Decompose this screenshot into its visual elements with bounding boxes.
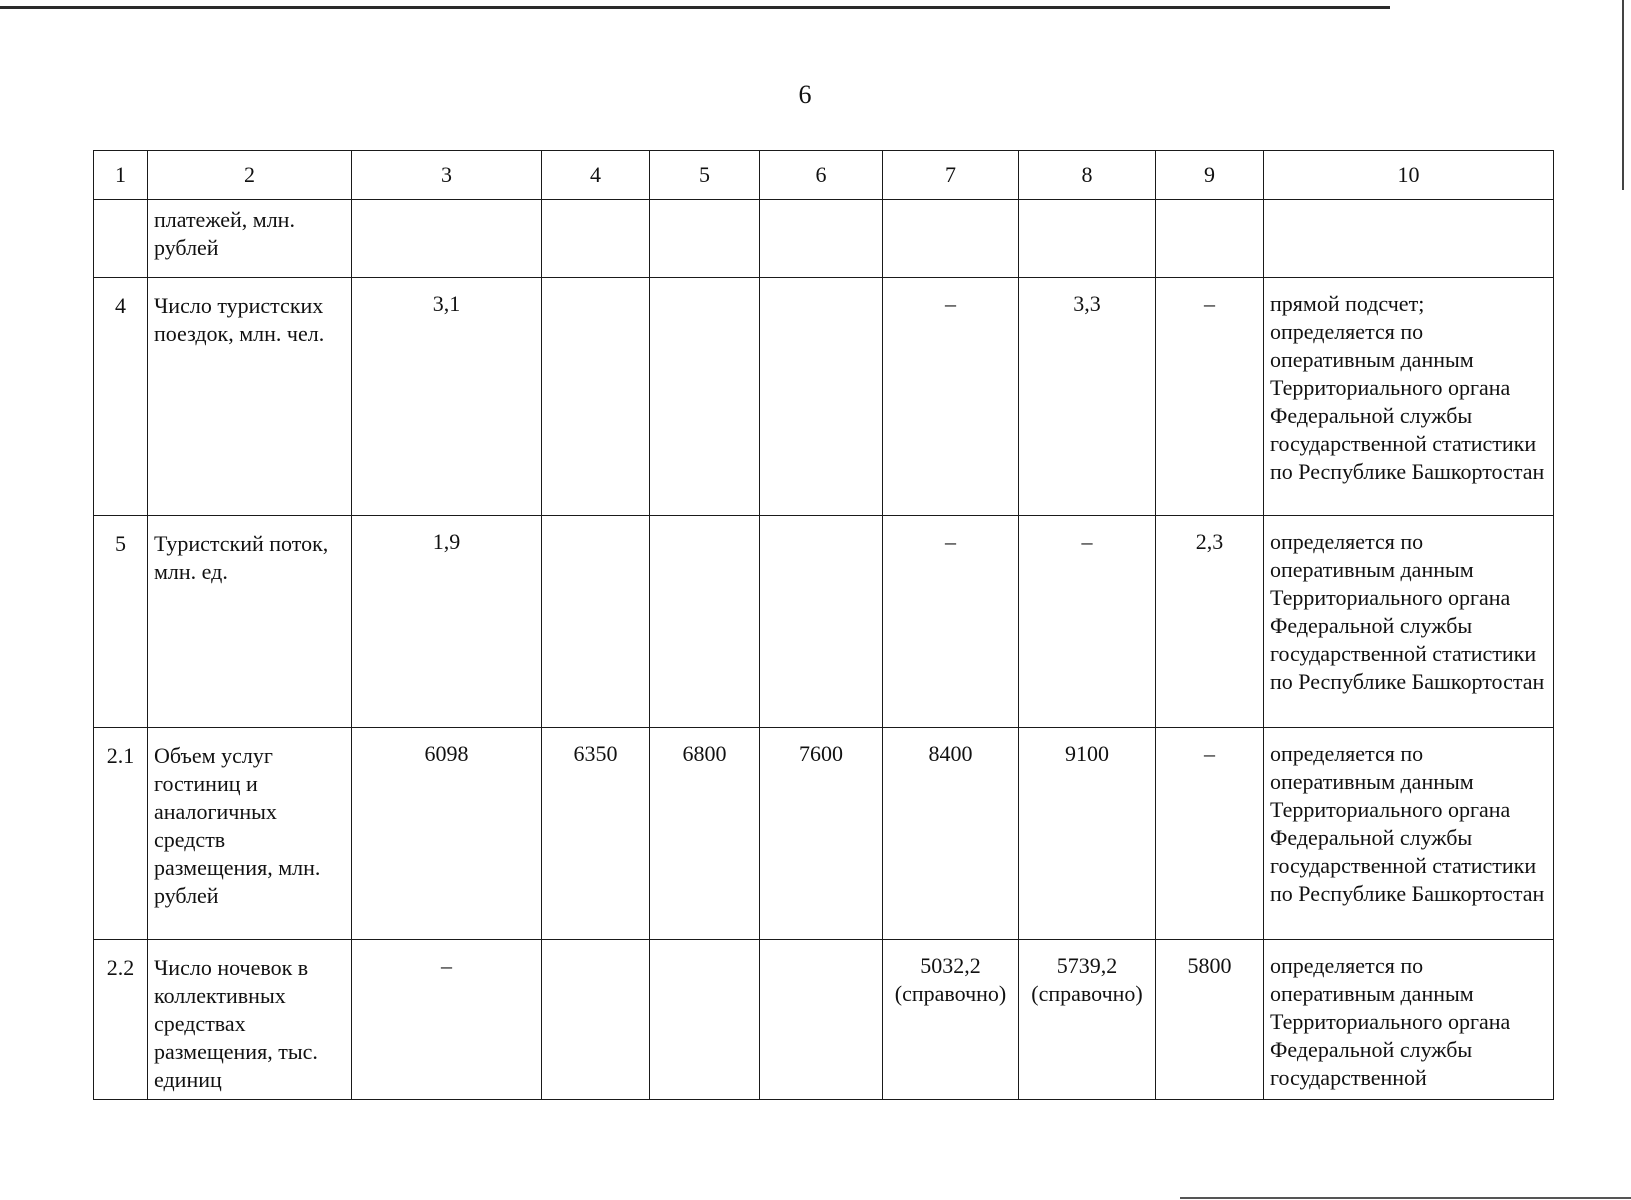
column-header: 1 <box>94 151 148 200</box>
value-cell <box>1019 940 1156 1100</box>
indicator-name: Объем услуг гостиниц и аналогичных средств размещения, млн. рублей <box>148 728 352 940</box>
value-cell <box>650 200 760 278</box>
table-row <box>94 728 1554 940</box>
row-number: 5 <box>94 516 148 728</box>
value-cell <box>883 200 1019 278</box>
page-number: 6 <box>798 80 812 109</box>
column-header: 2 <box>148 151 352 200</box>
column-header: 6 <box>760 151 883 200</box>
value-cell: 7600 <box>760 728 883 940</box>
value-cell: 3,3 <box>1019 278 1156 516</box>
indicator-name: Число туристских поездок, млн. чел. <box>148 278 352 516</box>
value-cell <box>1019 200 1156 278</box>
value-cell: – <box>352 940 542 1100</box>
column-header: 3 <box>352 151 542 200</box>
value-cell: 8400 <box>883 728 1019 940</box>
reference-note: (справочно) <box>1031 981 1143 1006</box>
table-row <box>94 278 1554 516</box>
value-cell <box>650 940 760 1100</box>
method-note: определяется по оперативным данным Территориального органа Федеральной службы государственной статистики по Республике Башкортостан <box>1264 516 1554 728</box>
indicator-name: платежей, млн. рублей <box>148 200 352 278</box>
indicators-table <box>93 150 1554 1100</box>
value-cell: 5800 <box>1156 940 1264 1100</box>
table-row <box>94 940 1554 1100</box>
value-cell <box>542 940 650 1100</box>
value-cell: 2,3 <box>1156 516 1264 728</box>
value-cell: 1,9 <box>352 516 542 728</box>
value-text: 5739,2 <box>1056 953 1118 978</box>
value-cell: 6098 <box>352 728 542 940</box>
indicator-name: Туристский поток, млн. ед. <box>148 516 352 728</box>
value-cell <box>650 278 760 516</box>
table-row <box>94 516 1554 728</box>
value-cell <box>1156 200 1264 278</box>
value-cell <box>760 516 883 728</box>
column-header: 4 <box>542 151 650 200</box>
column-header: 10 <box>1264 151 1554 200</box>
value-cell: 3,1 <box>352 278 542 516</box>
column-header: 8 <box>1019 151 1156 200</box>
indicator-name: Число ночевок в коллективных средствах размещения, тыс. единиц <box>148 940 352 1100</box>
value-cell <box>542 516 650 728</box>
method-note: определяется по оперативным данным Территориального органа Федеральной службы государственной <box>1264 940 1554 1100</box>
table-header-row <box>94 151 1554 200</box>
column-header: 7 <box>883 151 1019 200</box>
value-cell <box>352 200 542 278</box>
value-cell: – <box>1019 516 1156 728</box>
value-cell <box>760 940 883 1100</box>
method-note: определяется по оперативным данным Территориального органа Федеральной службы государственной статистики по Республике Башкортостан <box>1264 728 1554 940</box>
value-cell: – <box>1156 278 1264 516</box>
method-note: прямой подсчет; определяется по оперативным данным Территориального органа Федеральной службы государственной статистики по Республике Башкортостан <box>1264 278 1554 516</box>
column-header: 5 <box>650 151 760 200</box>
column-header: 9 <box>1156 151 1264 200</box>
row-number: 4 <box>94 278 148 516</box>
value-cell <box>760 278 883 516</box>
value-cell <box>650 516 760 728</box>
row-number: 2.1 <box>94 728 148 940</box>
reference-note: (справочно) <box>894 981 1007 1006</box>
value-cell: 6800 <box>650 728 760 940</box>
value-cell <box>542 200 650 278</box>
scan-edge-bottom <box>1180 1197 1631 1199</box>
value-cell: – <box>1156 728 1264 940</box>
value-text: 5032,2 <box>920 953 981 978</box>
value-cell <box>760 200 883 278</box>
method-note <box>1264 200 1554 278</box>
value-cell <box>883 940 1019 1100</box>
value-cell: 9100 <box>1019 728 1156 940</box>
scan-edge-right <box>1622 0 1624 190</box>
row-number: 2.2 <box>94 940 148 1100</box>
table-row <box>94 200 1554 278</box>
row-number <box>94 200 148 278</box>
value-cell: – <box>883 516 1019 728</box>
scan-edge-top <box>0 6 1390 9</box>
value-cell: 6350 <box>542 728 650 940</box>
value-cell: – <box>883 278 1019 516</box>
value-cell <box>542 278 650 516</box>
